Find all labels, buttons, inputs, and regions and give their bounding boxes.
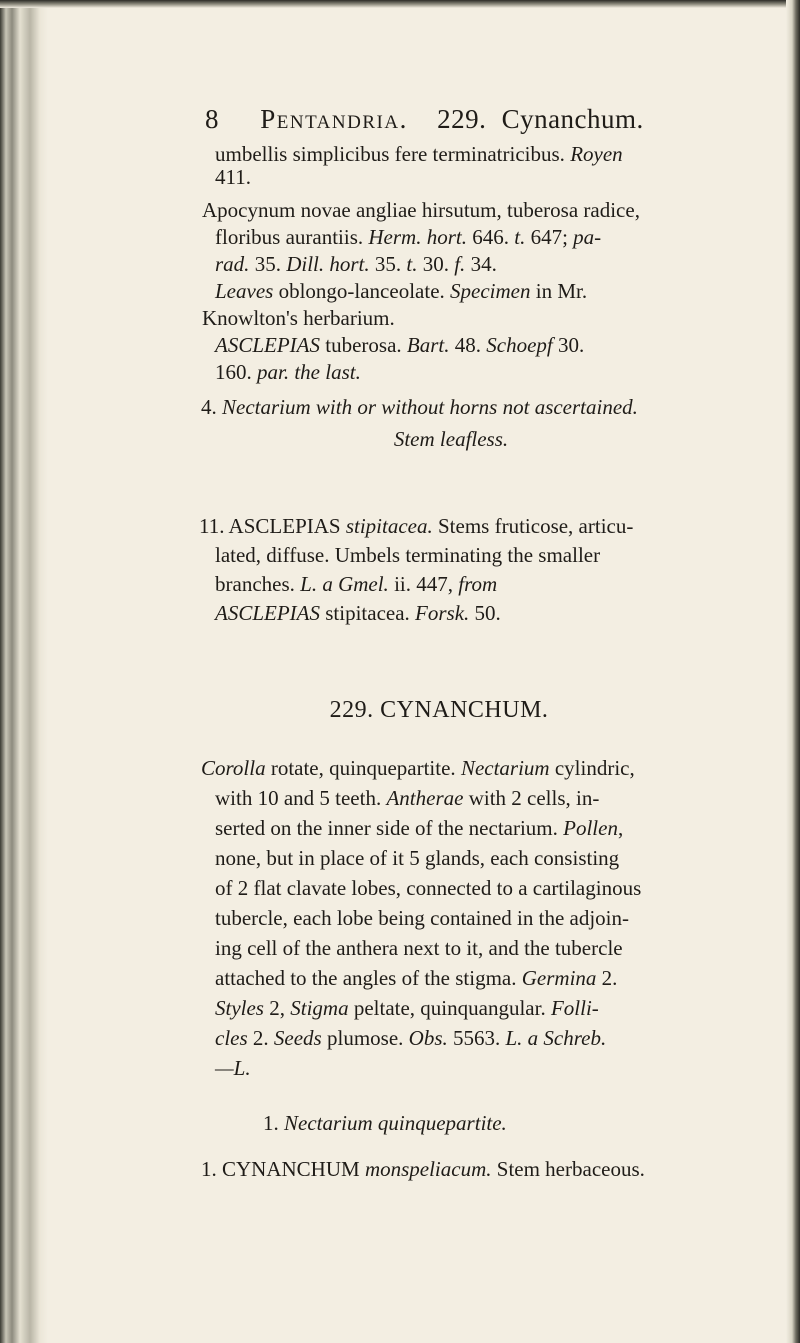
italic-text: Schoepf [486, 333, 553, 357]
text-line [201, 394, 715, 421]
text-run: 160. [215, 360, 257, 384]
text-line [201, 426, 701, 453]
text-run: , [617, 816, 624, 840]
italic-text: Antherae [386, 786, 464, 810]
italic-text: t. [514, 225, 526, 249]
italic-text: rad. [215, 252, 250, 276]
text-run: lated, diffuse. Umbels terminating the smaller [215, 543, 601, 567]
text-line [202, 197, 715, 224]
text-run: 229. CYNANCHUM. [329, 697, 549, 723]
text-run: plumose. [321, 1026, 409, 1050]
text-line [215, 1055, 715, 1082]
text-run: stipitacea. [320, 601, 416, 625]
text-run: tuberosa. [320, 333, 407, 357]
italic-text: ASCLEPIAS [215, 601, 320, 625]
text-line [215, 278, 715, 305]
text-run: Stems fruticose, articu- [432, 514, 634, 538]
italic-text: Styles [215, 996, 264, 1020]
text-run: Knowlton's herbarium. [202, 306, 395, 330]
text-run: 35. [249, 252, 287, 276]
text-run: with 2 cells, in- [463, 786, 600, 810]
genus-heading-block [215, 697, 715, 724]
text-line [201, 755, 715, 782]
text-run: Stem herbaceous. [491, 1157, 645, 1181]
italic-text: Bart. [406, 333, 450, 357]
italic-text: monspeliacum. [364, 1157, 492, 1181]
text-run: 4. [201, 395, 222, 419]
italic-text: L. a Gmel. [300, 572, 389, 596]
text-run: ii. 447, [388, 572, 459, 596]
italic-text: Nectarium [460, 756, 550, 780]
text-run: cylindric, [549, 756, 635, 780]
text-run: 646. [466, 225, 515, 249]
text-run: in Mr. [530, 279, 588, 303]
text-run: with 10 and 5 teeth. [215, 786, 387, 810]
italic-text: Pollen [563, 816, 618, 840]
italic-text: Royen [570, 142, 623, 166]
text-run: 411. [215, 165, 251, 189]
text-run: serted on the inner side of the nectarium. [215, 816, 564, 840]
text-line [215, 224, 715, 251]
text-line [215, 571, 715, 598]
text-run: 647; [525, 225, 574, 249]
text-run: 11. ASCLEPIAS [199, 514, 346, 538]
genus-heading [189, 697, 689, 724]
text-line [215, 1025, 715, 1052]
text-line [201, 1156, 715, 1183]
text-run: 1. [263, 1111, 284, 1135]
page-number: 8 [205, 104, 219, 134]
running-header [205, 104, 644, 135]
text-run: 2, [263, 996, 291, 1020]
text-line [215, 164, 715, 191]
italic-text: cles [215, 1026, 248, 1050]
text-line [215, 815, 715, 842]
text-run: peltate, quinquangular. [348, 996, 551, 1020]
italic-text: from [458, 572, 498, 596]
text-line [215, 359, 715, 386]
italic-text: Herm. hort. [368, 225, 467, 249]
text-line [202, 305, 715, 332]
text-run: oblongo-lanceolate. [273, 279, 451, 303]
text-line [215, 935, 715, 962]
header-genus: Cynanchum. [501, 104, 644, 134]
italic-text: Leaves [215, 279, 274, 303]
italic-text: —L. [215, 1056, 251, 1080]
text-run: 34. [465, 252, 497, 276]
text-run: 50. [469, 601, 501, 625]
italic-text: Stem leafless. [393, 427, 509, 451]
text-run: 30. [552, 333, 585, 357]
text-run: 1. CYNANCHUM [201, 1157, 365, 1181]
species-entry-monspeliacum [201, 1156, 715, 1183]
text-run: of 2 flat clavate lobes, connected to a cartilaginous [215, 876, 642, 900]
text-run: 2. [596, 966, 618, 990]
text-line [215, 845, 715, 872]
italic-text: Germina [521, 966, 597, 990]
subsection-four [201, 394, 715, 453]
italic-text: t. [406, 252, 418, 276]
text-line [215, 875, 715, 902]
text-line [215, 542, 715, 569]
text-run: rotate, quinquepartite. [265, 756, 461, 780]
italic-text: Nectarium with or without horns not ascertained. [222, 395, 638, 419]
text-line [215, 600, 715, 627]
italic-text: Specimen [450, 279, 531, 303]
text-run: 35. [369, 252, 407, 276]
italic-text: Forsk. [415, 601, 470, 625]
text-run: floribus aurantiis. [215, 225, 369, 249]
header-class-name: Pentandria. [260, 104, 408, 134]
text-line [215, 905, 715, 932]
species-entry-stipitacea [199, 513, 715, 627]
text-run: none, but in place of it 5 glands, each consisting [215, 846, 620, 870]
italic-text: par. the last. [257, 360, 361, 384]
italic-text: pa- [573, 225, 602, 249]
italic-text: ASCLEPIAS [215, 333, 320, 357]
header-section-number: 229. [437, 104, 487, 134]
text-run: 48. [449, 333, 487, 357]
text-run: branches. [215, 572, 301, 596]
italic-text: L. a Schreb. [505, 1026, 607, 1050]
text-line [263, 1110, 715, 1137]
italic-text: Seeds [273, 1026, 322, 1050]
italic-text: Obs. [408, 1026, 448, 1050]
italic-text: Stigma [290, 996, 349, 1020]
text-run: attached to the angles of the stigma. [215, 966, 522, 990]
italic-text: Folli- [550, 996, 599, 1020]
text-run: tubercle, each lobe being contained in the adjoin- [215, 906, 630, 930]
text-line [215, 785, 715, 812]
genus-description [201, 755, 715, 1082]
text-run: umbellis simplicibus fere terminatricibus. [215, 142, 571, 166]
italic-text: stipitacea. [345, 514, 433, 538]
italic-text: Nectarium quinquepartite. [284, 1111, 507, 1135]
italic-text: f. [454, 252, 466, 276]
text-run: 5563. [447, 1026, 506, 1050]
text-run: 30. [417, 252, 455, 276]
text-line [215, 995, 715, 1022]
text-line [199, 513, 715, 540]
text-run: ing cell of the anthera next to it, and the tubercle [215, 936, 623, 960]
text-line [215, 965, 715, 992]
text-run: 2. [247, 1026, 274, 1050]
italic-text: Dill. hort. [286, 252, 370, 276]
text-line [215, 332, 715, 359]
subsection-one [215, 1110, 715, 1137]
italic-text: Corolla [201, 756, 266, 780]
text-run: Apocynum novae angliae hirsutum, tuberosa radice, [202, 198, 640, 222]
text-block-royen [202, 141, 715, 386]
text-line [215, 251, 715, 278]
